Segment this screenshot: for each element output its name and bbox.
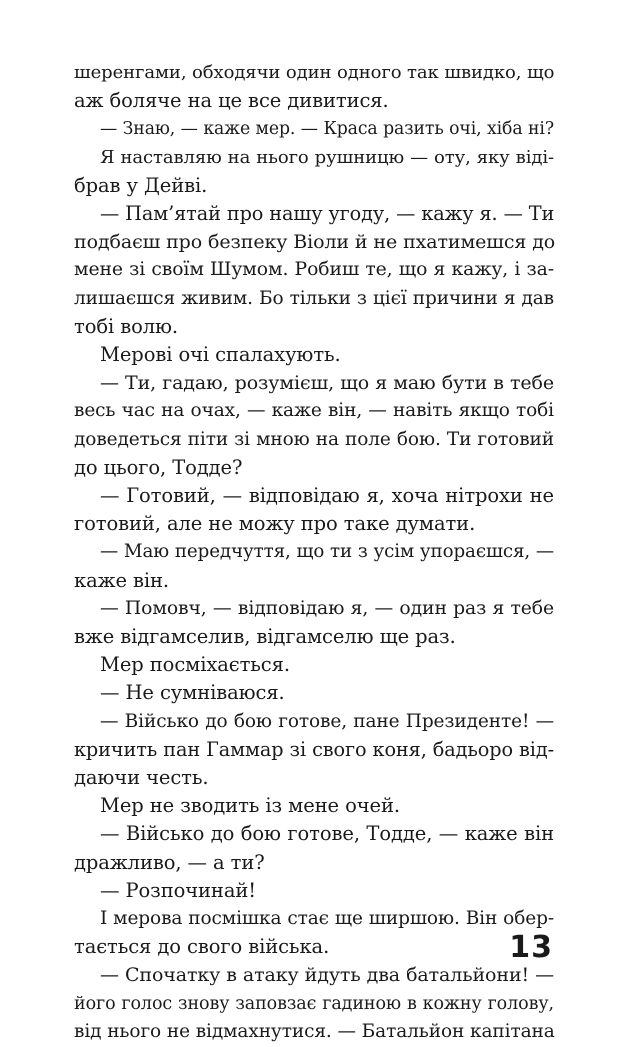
text-line: весь час на очах, — каже він, — навіть якщо тобі	[74, 400, 554, 422]
text-line: шеренгами, обходячи один одного так швидко, що	[74, 62, 555, 83]
text-line: І мерова посмішка стає ще ширшою. Він обер-	[100, 908, 554, 929]
text-line: мене зі своїм Шумом. Робиш те, що я кажу, і за-	[74, 259, 554, 281]
text-line: доведеться піти зі мною на поле бою. Ти готовий	[74, 428, 554, 450]
text-line: каже він.	[74, 568, 170, 592]
text-line: тається до свого війська.	[74, 935, 330, 959]
text-line: до цього, Тодде?	[74, 455, 243, 479]
text-line: — Розпочинай!	[100, 878, 256, 902]
text-line: лишаєшся живим. Бо тільки з цієї причини я дав	[74, 287, 554, 309]
text-line: вже відгамселив, відгамселю ще раз.	[74, 625, 456, 648]
text-line: Мерові очі спалахують.	[100, 343, 341, 366]
text-line: — Військо до бою готове, Тодде, — каже він	[100, 822, 554, 846]
text-line: брав у Дейві.	[74, 173, 208, 197]
text-line: його голос знову заповзає гадиною в кожну голову,	[74, 993, 554, 1014]
text-line: — Помовч, — відповідаю я, — один раз я тебе	[100, 597, 554, 619]
text-line: — Не сумніваюся.	[100, 681, 285, 705]
text-line: готовий, але не можу про таке думати.	[74, 512, 476, 536]
text-line: Мер посміхається.	[100, 653, 290, 677]
text-line: — Готовий, — відповідаю я, хоча нітрохи не	[100, 484, 554, 507]
text-line: кричить пан Гаммар зі свого коня, бадьоро від-	[74, 737, 554, 761]
text-line: — Військо до бою готове, пане Президенте! —	[100, 710, 554, 732]
text-line: даючи честь.	[74, 766, 209, 789]
text-line: — Спочатку в атаку йдуть два батальйони! —	[100, 964, 554, 987]
text-line: від нього не відмахнутися. — Батальйон капітана	[74, 1020, 555, 1042]
text-line: Мер не зводить із мене очей.	[100, 794, 400, 818]
text-line: дражливо, — а ти?	[74, 850, 265, 874]
page-number: 13	[509, 930, 553, 965]
text-line: подбаєш про безпеку Віоли й не пхатимешся до	[74, 231, 556, 254]
text-line: аж боляче на це все дивитися.	[74, 89, 389, 113]
text-line: — Пам’ятай про нашу угоду, — кажу я. — Ти	[100, 202, 555, 225]
text-line: тобі волю.	[74, 314, 178, 338]
text-line: — Ти, гадаю, розумієш, що я маю бути в тебе	[100, 372, 554, 395]
text-line: — Знаю, — каже мер. — Краса разить очі, хіба ні?	[100, 119, 554, 140]
text-line: — Маю передчуття, що ти з усім упораєшся, —	[100, 541, 554, 563]
text-line: Я наставляю на нього рушницю — оту, яку віді-	[100, 146, 554, 168]
